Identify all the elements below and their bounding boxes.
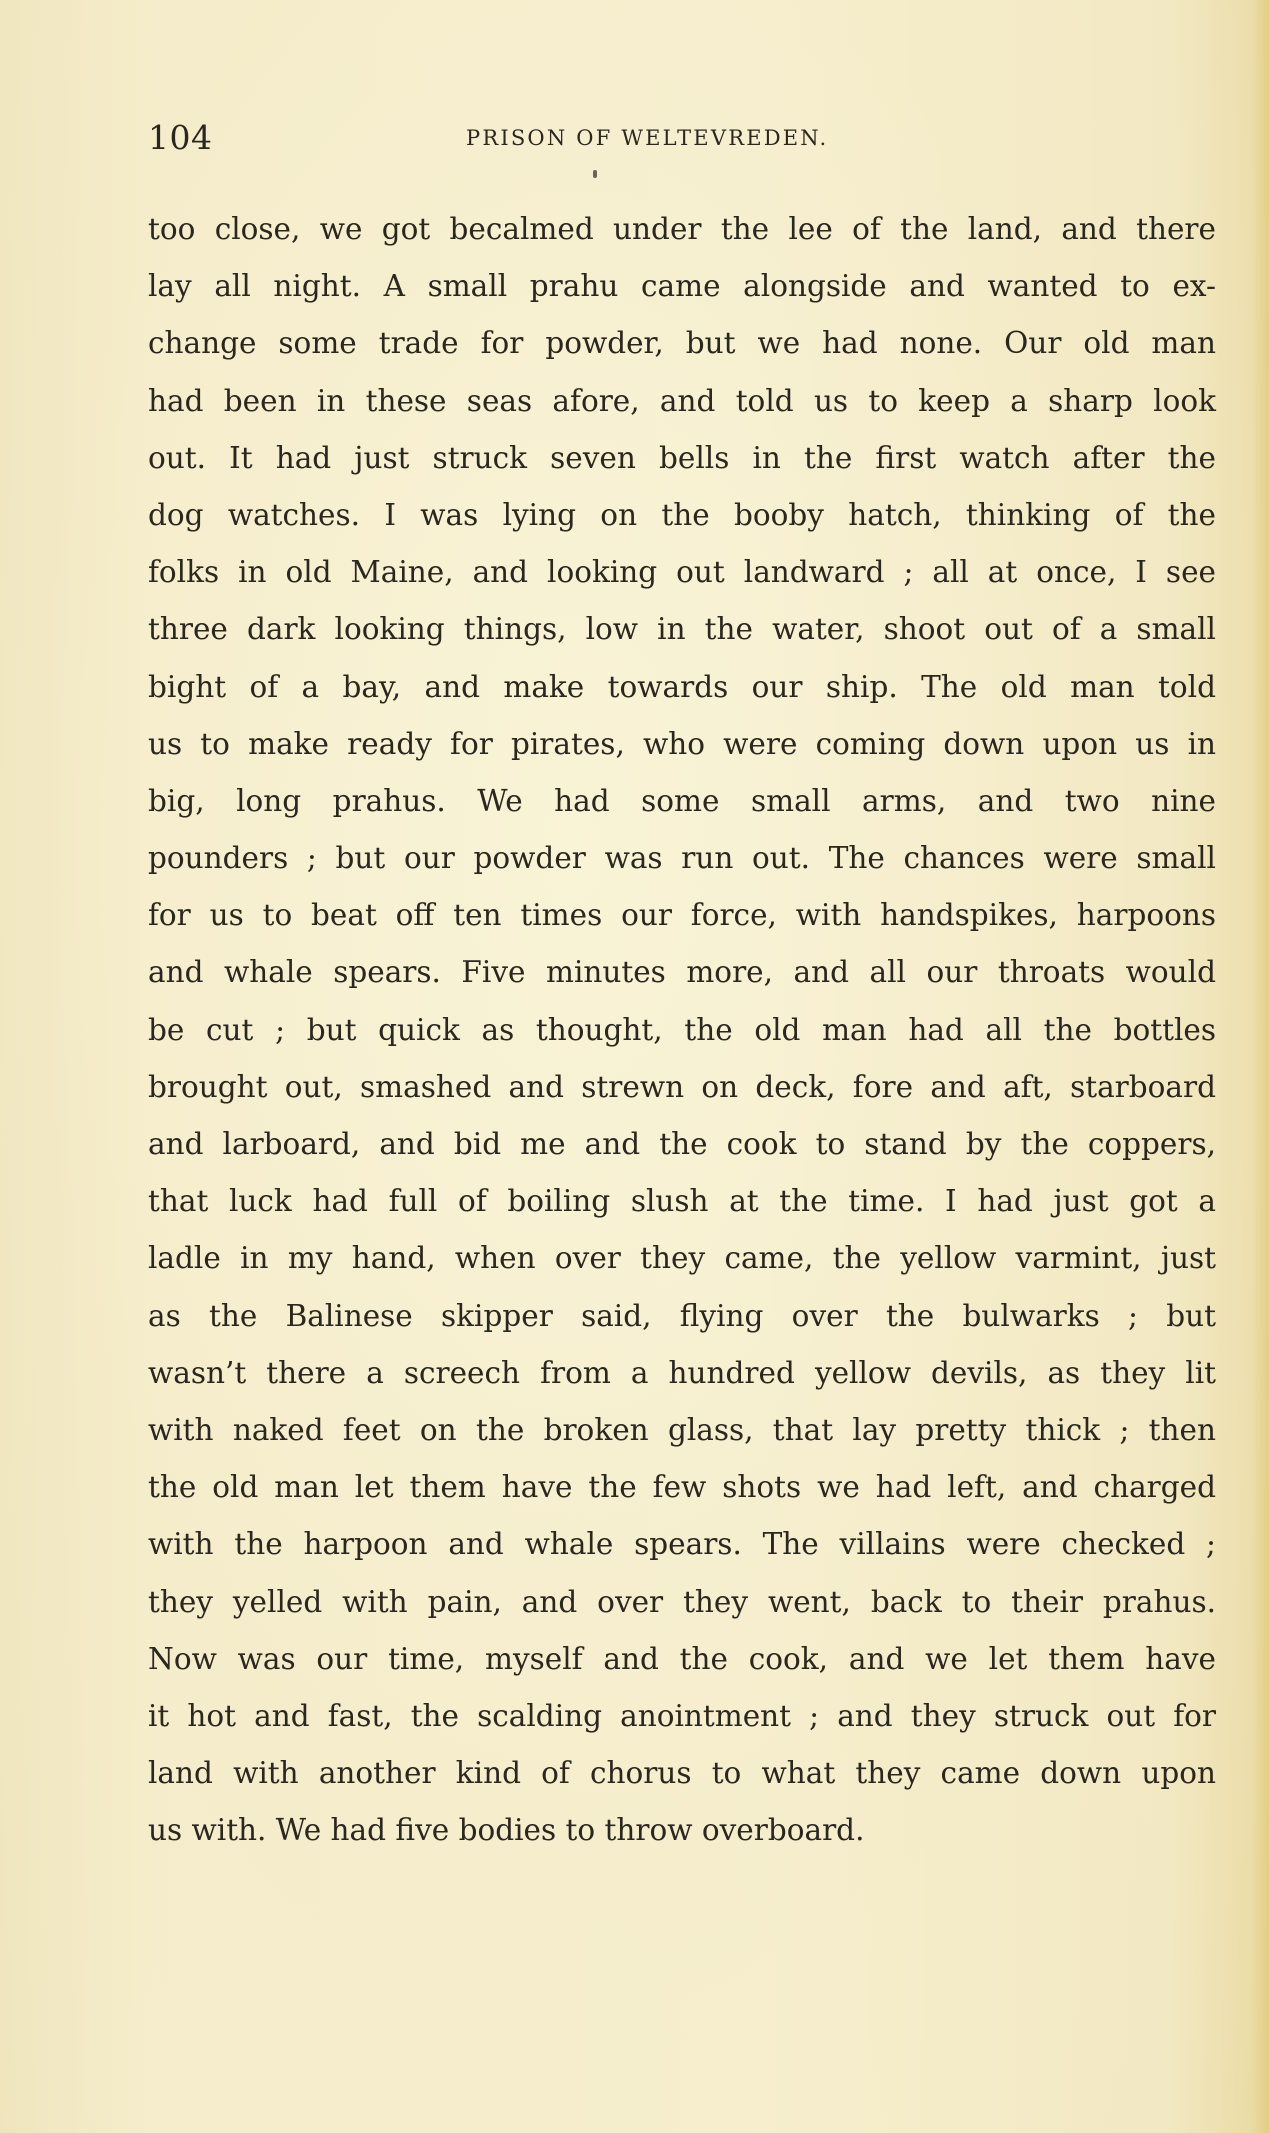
text-line-last: us with. We had five bodies to throw overboard. — [148, 1813, 865, 1848]
text-line: wasn’t there a screech from a hundred yellow devils, as they lit — [148, 1355, 1216, 1390]
page-header — [148, 118, 1218, 158]
text-line: had been in these seas afore, and told us to keep a sharp look — [148, 383, 1216, 418]
text-line: brought out, smashed and strewn on deck, fore and aft, starboard — [148, 1069, 1216, 1104]
text-line: and larboard, and bid me and the cook to stand by the coppers, — [148, 1127, 1216, 1161]
text-line: out. It had just struck seven bells in the first watch after the — [148, 440, 1216, 475]
page-number: 104 — [148, 118, 213, 157]
text-line: it hot and fast, the scalding anointment ; and they struck out for — [148, 1698, 1216, 1733]
text-line: lay all night. A small prahu came alongside and wanted to ex- — [148, 269, 1216, 304]
text-line: change some trade for powder, but we had none. Our old man — [148, 326, 1216, 361]
text-line: folks in old Maine, and looking out landward ; all at once, I see — [148, 555, 1216, 590]
body-text — [148, 201, 1216, 1859]
text-line: with naked feet on the broken glass, that lay pretty thick ; then — [148, 1412, 1216, 1447]
text-line: pounders ; but our powder was run out. The chances were small — [148, 841, 1216, 876]
text-line: and whale spears. Five minutes more, and all our throats would — [148, 955, 1216, 990]
text-line: for us to beat off ten times our force, with handspikes, harpoons — [148, 898, 1216, 933]
text-line: as the Balinese skipper said, flying over the bulwarks ; but — [148, 1298, 1216, 1333]
text-line: us to make ready for pirates, who were coming down upon us in — [148, 726, 1216, 761]
text-line: Now was our time, myself and the cook, and we let them have — [148, 1641, 1216, 1676]
text-line: be cut ; but quick as thought, the old man had all the bottles — [148, 1012, 1216, 1047]
text-line: too close, we got becalmed under the lee of the land, and there — [148, 212, 1216, 246]
text-line: the old man let them have the few shots we had left, and charged — [148, 1470, 1216, 1505]
print-speck — [593, 170, 597, 178]
text-line: big, long prahus. We had some small arms, and two nine — [148, 783, 1216, 818]
text-line: they yelled with pain, and over they went, back to their prahus. — [148, 1584, 1216, 1619]
text-line: bight of a bay, and make towards our ship. The old man told — [148, 669, 1216, 704]
running-title: PRISON OF WELTEVREDEN. — [466, 126, 829, 150]
text-line: ladle in my hand, when over they came, the yellow varmint, just — [148, 1241, 1216, 1276]
page-edge-shading — [1251, 0, 1269, 2133]
text-line: dog watches. I was lying on the booby hatch, thinking of the — [148, 497, 1216, 532]
text-line: land with another kind of chorus to what they came down upon — [148, 1756, 1216, 1791]
text-line: that luck had full of boiling slush at the time. I had just got a — [148, 1184, 1216, 1219]
text-line: with the harpoon and whale spears. The villains were checked ; — [148, 1527, 1216, 1562]
text-line: three dark looking things, low in the water, shoot out of a small — [148, 612, 1216, 647]
